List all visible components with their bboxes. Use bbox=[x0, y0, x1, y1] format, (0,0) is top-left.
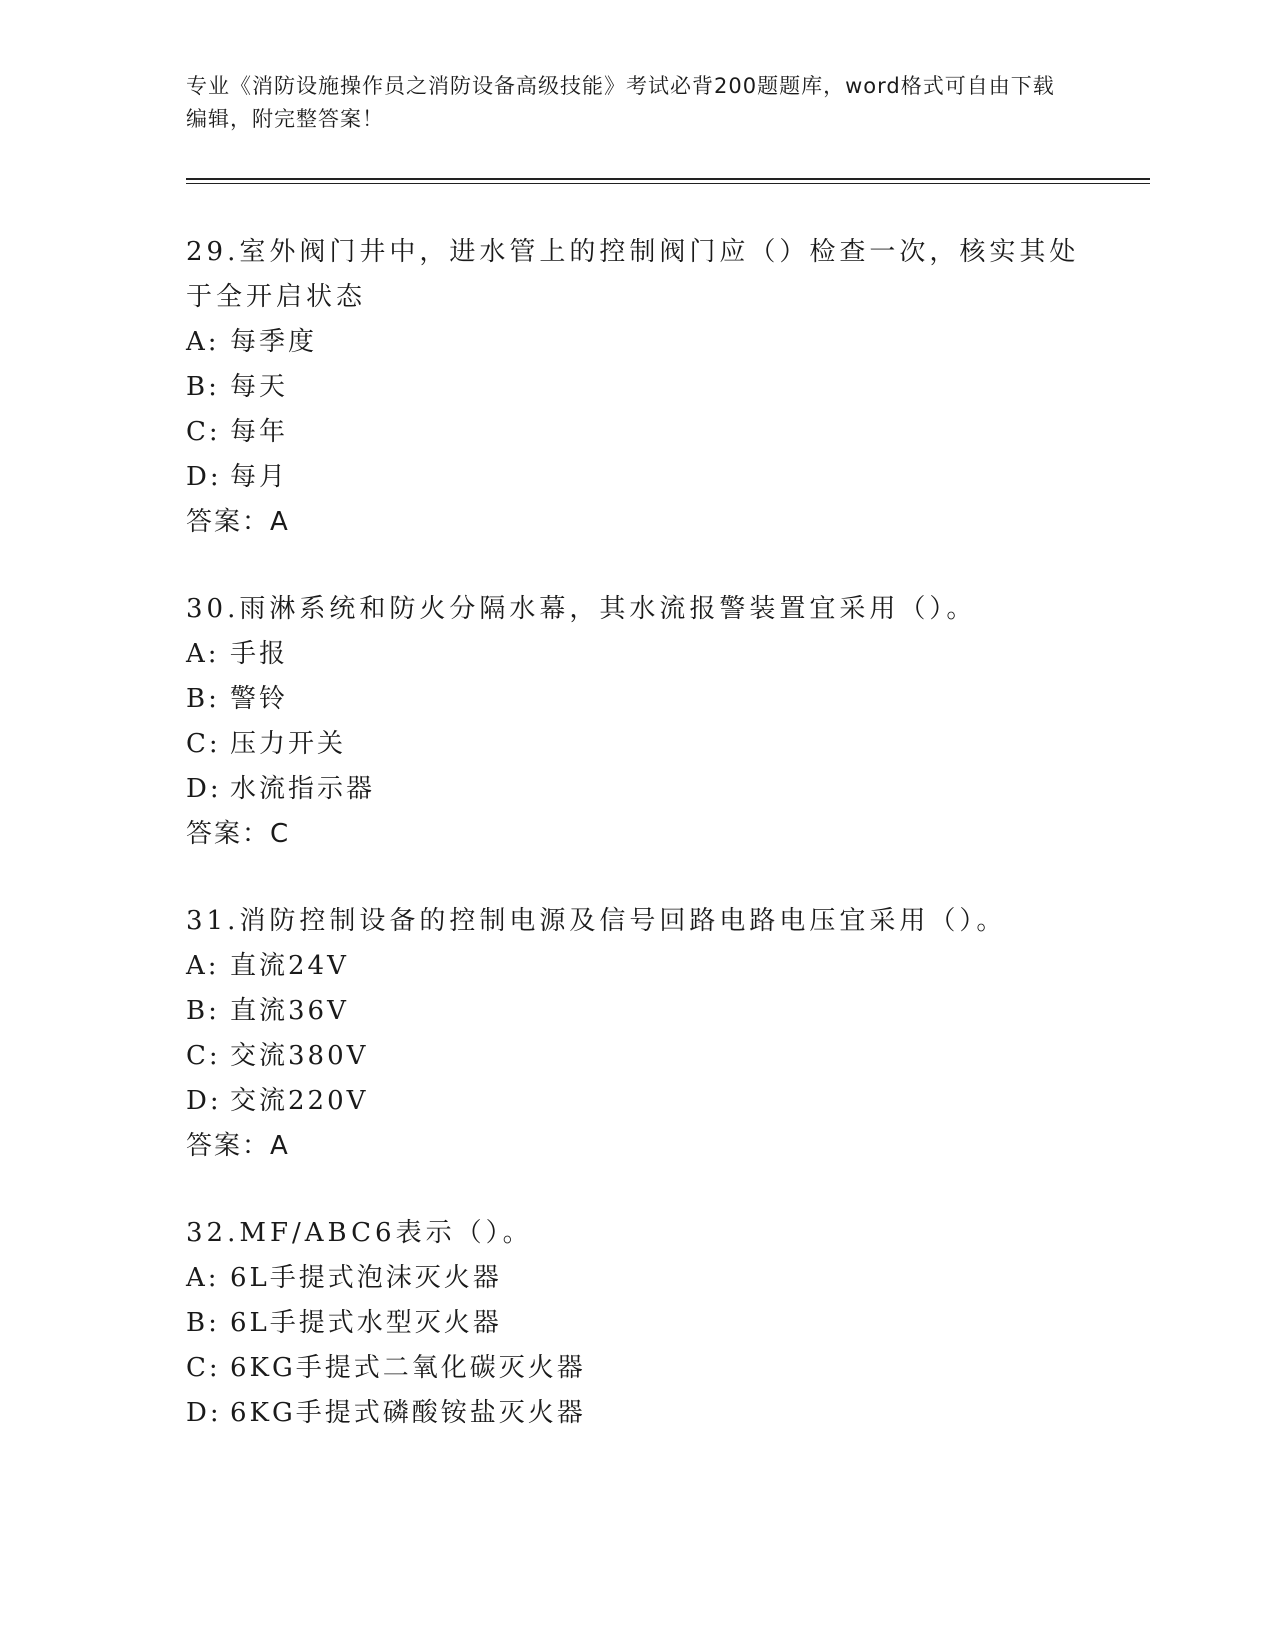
option-letter: A: bbox=[186, 639, 220, 669]
question-stem: 29.室外阀门井中，进水管上的控制阀门应（）检查一次，核实其处于全开启状态 bbox=[186, 237, 1080, 312]
option-text: 6KG手提式二氧化碳灭火器 bbox=[230, 1353, 586, 1383]
option-a bbox=[186, 632, 1086, 677]
option-letter: D: bbox=[186, 462, 222, 492]
option-b bbox=[186, 1301, 1086, 1346]
option-text: 交流380V bbox=[230, 1041, 369, 1071]
option-d bbox=[186, 1079, 1086, 1124]
option-a bbox=[186, 1256, 1086, 1301]
option-letter: B: bbox=[186, 1308, 220, 1338]
option-b bbox=[186, 677, 1086, 722]
option-letter: C: bbox=[186, 417, 221, 447]
option-text: 每天 bbox=[230, 372, 289, 402]
option-letter: C: bbox=[186, 1041, 221, 1071]
option-letter: C: bbox=[186, 729, 221, 759]
option-letter: A: bbox=[186, 1263, 220, 1293]
option-letter: D: bbox=[186, 1086, 222, 1116]
option-c bbox=[186, 1346, 1086, 1391]
option-text: 直流24V bbox=[230, 951, 349, 981]
option-letter: A: bbox=[186, 951, 220, 981]
option-b bbox=[186, 365, 1086, 410]
option-letter: B: bbox=[186, 684, 220, 714]
option-a bbox=[186, 944, 1086, 989]
option-c bbox=[186, 1034, 1086, 1079]
answer-line: 答案：A bbox=[186, 1131, 290, 1161]
option-letter: B: bbox=[186, 372, 220, 402]
option-text: 6KG手提式磷酸铵盐灭火器 bbox=[230, 1398, 586, 1428]
option-a bbox=[186, 320, 1086, 365]
option-text: 每月 bbox=[230, 462, 289, 492]
document-header: 专业《消防设施操作员之消防设备高级技能》考试必背200题题库，word格式可自由下载编辑，附完整答案！ bbox=[186, 74, 1055, 131]
option-text: 每季度 bbox=[230, 327, 318, 357]
option-text: 6L手提式水型灭火器 bbox=[230, 1308, 502, 1338]
option-text: 手报 bbox=[230, 639, 289, 669]
question-32 bbox=[186, 1211, 1086, 1436]
question-stem: 32.MF/ABC6表示（）。 bbox=[186, 1218, 533, 1248]
option-c bbox=[186, 722, 1086, 767]
option-d bbox=[186, 767, 1086, 812]
option-letter: D: bbox=[186, 774, 222, 804]
option-letter: C: bbox=[186, 1353, 221, 1383]
option-text: 6L手提式泡沫灭火器 bbox=[230, 1263, 502, 1293]
option-letter: D: bbox=[186, 1398, 222, 1428]
question-stem: 30.雨淋系统和防火分隔水幕，其水流报警装置宜采用（）。 bbox=[186, 594, 977, 624]
option-letter: B: bbox=[186, 996, 220, 1026]
header-divider bbox=[186, 178, 1150, 184]
question-list bbox=[186, 230, 1086, 1478]
option-b bbox=[186, 989, 1086, 1034]
option-d bbox=[186, 455, 1086, 500]
option-text: 水流指示器 bbox=[230, 774, 376, 804]
option-letter: A: bbox=[186, 327, 220, 357]
question-stem: 31.消防控制设备的控制电源及信号回路电路电压宜采用（）。 bbox=[186, 906, 1007, 936]
option-text: 每年 bbox=[230, 417, 289, 447]
option-c bbox=[186, 410, 1086, 455]
option-text: 直流36V bbox=[230, 996, 349, 1026]
answer-line: 答案：C bbox=[186, 819, 291, 849]
option-d bbox=[186, 1391, 1086, 1436]
question-30 bbox=[186, 587, 1086, 857]
question-29 bbox=[186, 230, 1086, 545]
option-text: 交流220V bbox=[230, 1086, 369, 1116]
answer-line: 答案：A bbox=[186, 507, 290, 537]
question-31 bbox=[186, 899, 1086, 1169]
option-text: 警铃 bbox=[230, 684, 289, 714]
option-text: 压力开关 bbox=[230, 729, 347, 759]
